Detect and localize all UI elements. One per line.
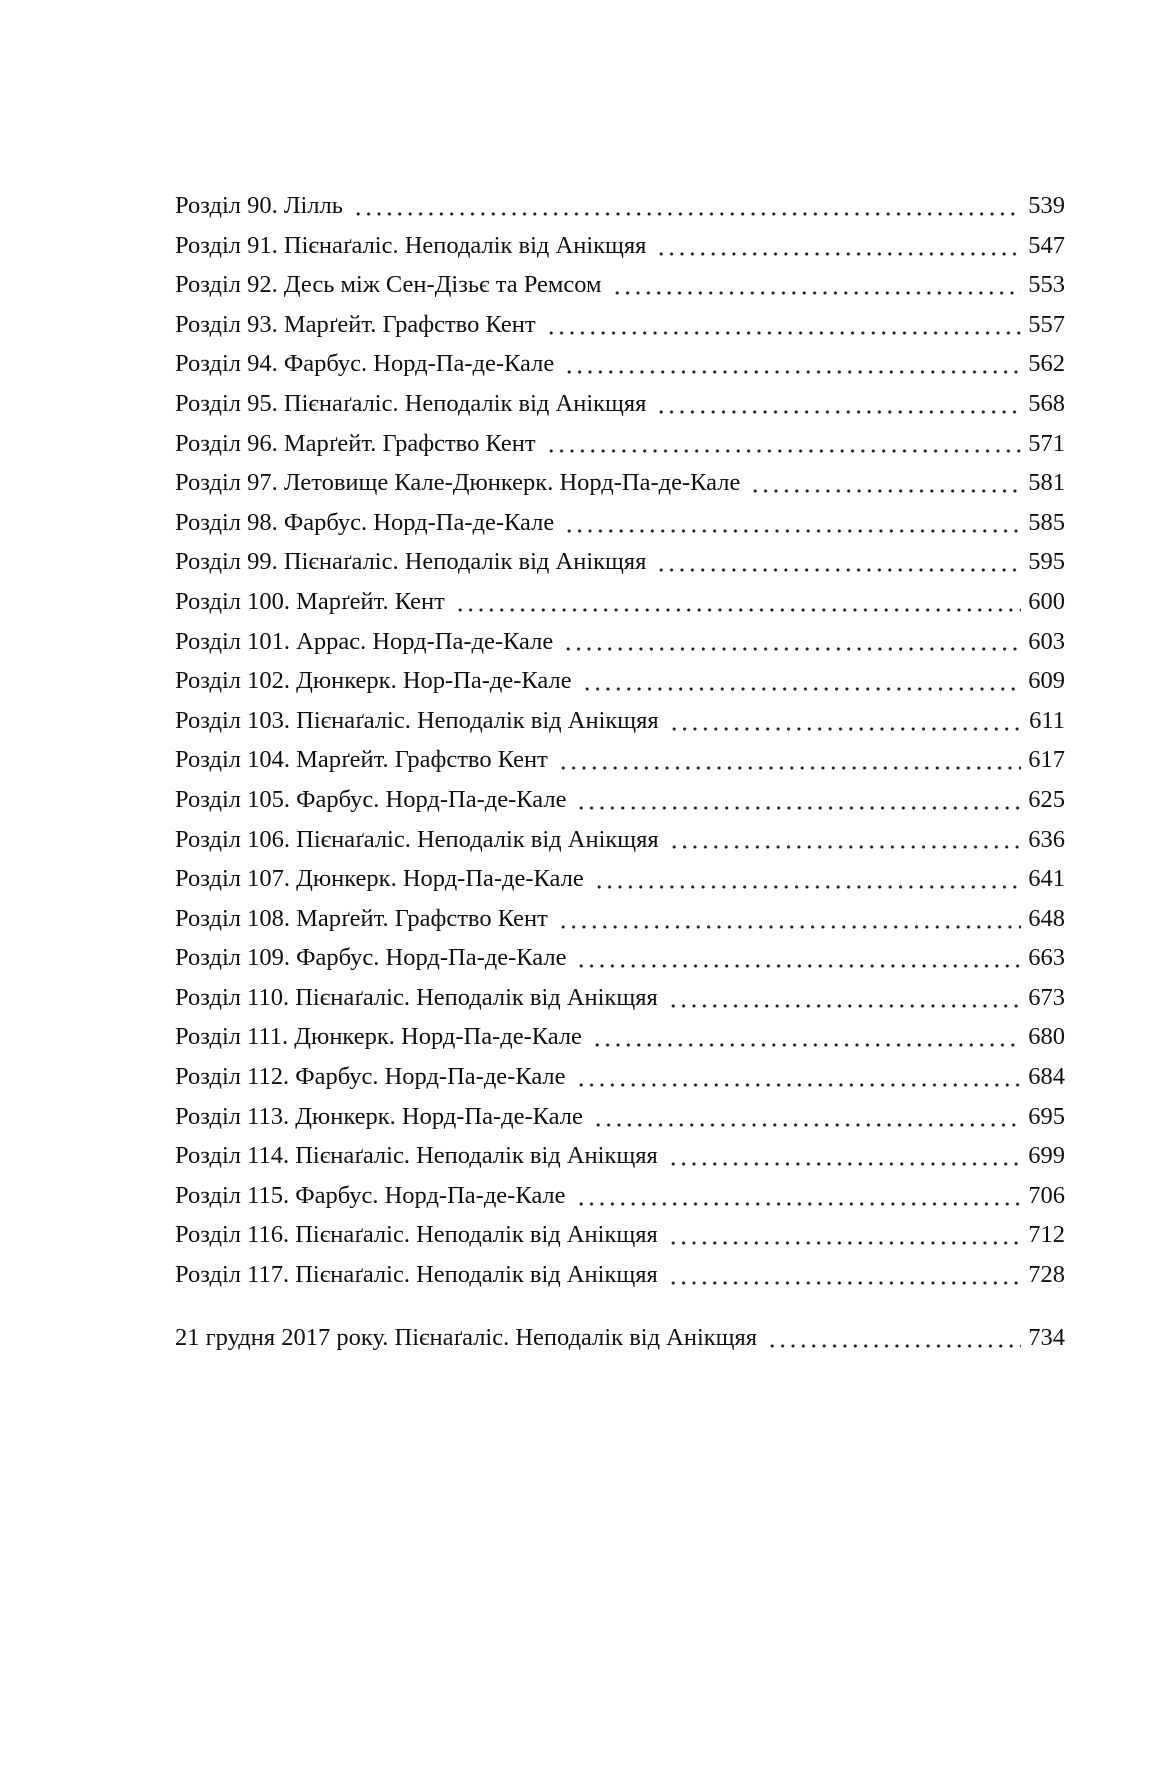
toc-entry-page: 617 (1028, 746, 1065, 774)
toc-entry-page: 562 (1028, 350, 1065, 378)
toc-entry-page: 695 (1028, 1102, 1065, 1130)
toc-entry (175, 1136, 1065, 1176)
dot-leader (593, 1103, 1021, 1128)
dot-leader (558, 747, 1021, 772)
toc-entry-title: Розділ 98. Фарбус. Норд-Па-де-Кале (175, 508, 555, 536)
toc-entry (175, 701, 1065, 741)
dot-leader (576, 945, 1021, 970)
toc-entry-page: 699 (1028, 1142, 1065, 1170)
toc-entry (175, 344, 1065, 384)
dot-leader (612, 272, 1021, 297)
toc-entry (175, 859, 1065, 899)
toc-entry-title: Розділ 94. Фарбус. Норд-Па-де-Кале (175, 350, 555, 378)
toc-entry (175, 978, 1065, 1018)
toc-entry-title: Розділ 115. Фарбус. Норд-Па-де-Кале (175, 1181, 566, 1209)
dot-leader (594, 866, 1021, 891)
toc-entry (175, 384, 1065, 424)
toc-entry-page: 663 (1028, 944, 1065, 972)
dot-leader (767, 1324, 1021, 1349)
toc-entry-title: Розділ 100. Марґейт. Кент (175, 587, 445, 615)
toc-entry-page: 585 (1028, 508, 1065, 536)
toc-entry-page: 706 (1028, 1181, 1065, 1209)
toc-entry (175, 265, 1065, 305)
toc-epilogue-entry (175, 1318, 1065, 1358)
toc-entry-title: Розділ 99. Пієнаґаліс. Неподалік від Анікщяя (175, 548, 647, 576)
toc-entry (175, 899, 1065, 939)
toc-entry (175, 582, 1065, 622)
toc-entry-title: Розділ 117. Пієнаґаліс. Неподалік від Анікщяя (175, 1261, 658, 1289)
dot-leader (576, 1182, 1021, 1207)
toc-entry (175, 622, 1065, 662)
dot-leader (546, 430, 1021, 455)
toc-entry (175, 1097, 1065, 1137)
dot-leader (669, 707, 1021, 732)
toc-entry (175, 1255, 1065, 1295)
toc-entry (175, 186, 1065, 226)
toc-entry (175, 1176, 1065, 1216)
toc-entry (175, 463, 1065, 503)
dot-leader (582, 668, 1021, 693)
toc-entry (175, 226, 1065, 266)
toc-entry-page: 673 (1028, 983, 1065, 1011)
toc-entry (175, 1215, 1065, 1255)
dot-leader (592, 1024, 1021, 1049)
dot-leader (656, 549, 1021, 574)
dot-leader (576, 786, 1021, 811)
toc-entry (175, 305, 1065, 345)
toc-entry (175, 542, 1065, 582)
toc-entry-page: 603 (1028, 627, 1065, 655)
toc-entry-title: Розділ 96. Марґейт. Графство Кент (175, 429, 536, 457)
dot-leader (455, 588, 1021, 613)
toc-entry-page: 600 (1028, 587, 1065, 615)
dot-leader (558, 905, 1021, 930)
toc-entry-title: Розділ 103. Пієнаґаліс. Неподалік від Анікщяя (175, 706, 659, 734)
toc-entry-title: Розділ 95. Пієнаґаліс. Неподалік від Анікщяя (175, 389, 647, 417)
toc-entry-page: 557 (1028, 310, 1065, 338)
dot-leader (576, 1063, 1021, 1088)
toc-entry (175, 938, 1065, 978)
dot-leader (669, 826, 1021, 851)
toc-entry-title: Розділ 106. Пієнаґаліс. Неподалік від Анікщяя (175, 825, 659, 853)
dot-leader (564, 509, 1021, 534)
toc-entry (175, 503, 1065, 543)
toc-entry-title: Розділ 107. Дюнкерк. Норд-Па-де-Кале (175, 865, 584, 893)
toc-entry-title: Розділ 112. Фарбус. Норд-Па-де-Кале (175, 1063, 566, 1091)
dot-leader (668, 1261, 1021, 1286)
toc-entry-page: 609 (1028, 667, 1065, 695)
toc-entry (175, 1057, 1065, 1097)
toc-entry-title: Розділ 109. Фарбус. Норд-Па-де-Кале (175, 944, 567, 972)
dot-leader (564, 351, 1021, 376)
toc-entry-title: Розділ 92. Десь між Сен-Дізьє та Ремсом (175, 271, 602, 299)
toc-entry-page: 553 (1028, 271, 1065, 299)
toc-entry-page: 636 (1028, 825, 1065, 853)
toc-entry-page: 728 (1028, 1261, 1065, 1289)
toc-entry-page: 595 (1028, 548, 1065, 576)
toc-epilogue-title: 21 грудня 2017 року. Пієнаґаліс. Неподалік від Анікщяя (175, 1323, 758, 1351)
toc-entry-page: 568 (1028, 389, 1065, 417)
toc-entry-title: Розділ 91. Пієнаґаліс. Неподалік від Анікщяя (175, 231, 647, 259)
toc-entry-title: Розділ 105. Фарбус. Норд-Па-де-Кале (175, 785, 567, 813)
toc-entry-title: Розділ 93. Марґейт. Графство Кент (175, 310, 536, 338)
toc-entry (175, 424, 1065, 464)
toc-entry-page: 611 (1029, 706, 1065, 734)
toc-entry (175, 780, 1065, 820)
toc-epilogue-page: 734 (1028, 1323, 1065, 1351)
toc-entry-page: 625 (1028, 785, 1065, 813)
toc-entry-title: Розділ 113. Дюнкерк. Норд-Па-де-Кале (175, 1102, 583, 1130)
toc-entry-title: Розділ 110. Пієнаґаліс. Неподалік від Анікщяя (175, 983, 658, 1011)
toc-entry-page: 539 (1028, 192, 1065, 219)
toc-entry-title: Розділ 102. Дюнкерк. Нор-Па-де-Кале (175, 667, 572, 695)
dot-leader (563, 628, 1021, 653)
toc-entry-page: 571 (1028, 429, 1065, 457)
toc-entry-title: Розділ 90. Лілль (175, 192, 343, 219)
dot-leader (546, 311, 1021, 336)
toc-entry-title: Розділ 104. Марґейт. Графство Кент (175, 746, 548, 774)
toc-entry-page: 680 (1028, 1023, 1065, 1051)
toc-entry (175, 740, 1065, 780)
dot-leader (656, 390, 1021, 415)
toc-entry-title: Розділ 97. Летовище Кале-Дюнкерк. Норд-Па-де-Кале (175, 469, 741, 497)
dot-leader (656, 232, 1021, 257)
toc-entry-title: Розділ 116. Пієнаґаліс. Неподалік від Анікщяя (175, 1221, 658, 1249)
toc-entry-title: Розділ 114. Пієнаґаліс. Неподалік від Анікщяя (175, 1142, 658, 1170)
toc-entry-page: 712 (1028, 1221, 1065, 1249)
dot-leader (668, 1222, 1021, 1247)
table-of-contents (175, 186, 1065, 1357)
toc-entry-page: 547 (1028, 231, 1065, 259)
dot-leader (750, 470, 1021, 495)
toc-entry-page: 648 (1028, 904, 1065, 932)
toc-entry (175, 661, 1065, 701)
toc-entry-title: Розділ 108. Марґейт. Графство Кент (175, 904, 548, 932)
toc-entry (175, 1017, 1065, 1057)
toc-entry-title: Розділ 111. Дюнкерк. Норд-Па-де-Кале (175, 1023, 582, 1051)
dot-leader (668, 984, 1021, 1009)
toc-entry (175, 820, 1065, 860)
toc-entry-page: 684 (1028, 1063, 1065, 1091)
dot-leader (353, 192, 1021, 217)
toc-entry-title: Розділ 101. Аррас. Норд-Па-де-Кале (175, 627, 554, 655)
toc-entry-page: 641 (1028, 865, 1065, 893)
toc-entry-page: 581 (1028, 469, 1065, 497)
dot-leader (668, 1143, 1021, 1168)
